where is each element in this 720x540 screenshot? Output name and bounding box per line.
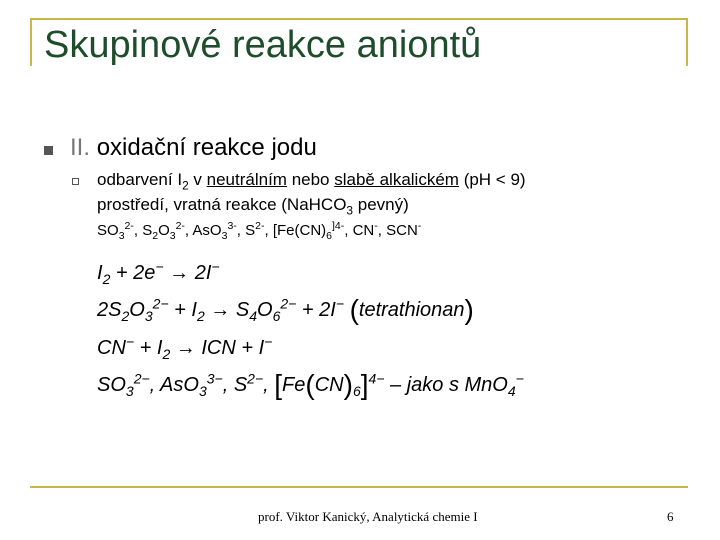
bullet-level1 xyxy=(70,134,317,162)
frame-top-line xyxy=(30,18,688,20)
bullet-level2-line1: odbarvení $I_2$ v neutrálním nebo slabě alkalickém (pH < 9) xyxy=(97,170,526,193)
slide-title: Skupinové reakce aniontů xyxy=(44,24,482,66)
equation-1: $I_2 + 2e^- \to 2I^-$ xyxy=(97,258,220,287)
bullet-level2-line2: prostředí, vratná reakce (NaHCO$_3$ pevný) xyxy=(97,195,409,218)
bullet-level1-text: oxidační reakce jodu xyxy=(96,134,317,161)
frame-bottom-line xyxy=(30,486,688,488)
footer-author: prof. Viktor Kanický, Analytická chemie I xyxy=(258,509,478,524)
anions-list: $SO_3^{2-}$, $S_2O_3^{2-}$, AsO$_3^{3-}$, $S^{2-}$, [$Fe(CN)_6^{]4-}$, CN-, SCN- xyxy=(97,220,422,242)
square-bullet-icon xyxy=(44,146,53,155)
roman-numeral: II. xyxy=(70,134,91,161)
hollow-square-bullet-icon xyxy=(72,178,79,185)
equation-4: $SO_3^{2-}$, AsO$_3^{3-}$, $S^{2-}$, $[Fe(CN)_6]^{4-}$ – jako s MnO$_4$− xyxy=(97,369,524,400)
equation-3: $CN^- + I_2$ → ICN + I− xyxy=(97,333,273,362)
page-number: 6 xyxy=(667,509,674,524)
frame-right-line xyxy=(686,18,688,66)
frame-left-line xyxy=(30,18,32,66)
equation-2: $2S_2O_3^{2-} + I_2 \to S_4O_6^{2-} + 2I^-$ (tetrathionan) xyxy=(97,294,474,325)
